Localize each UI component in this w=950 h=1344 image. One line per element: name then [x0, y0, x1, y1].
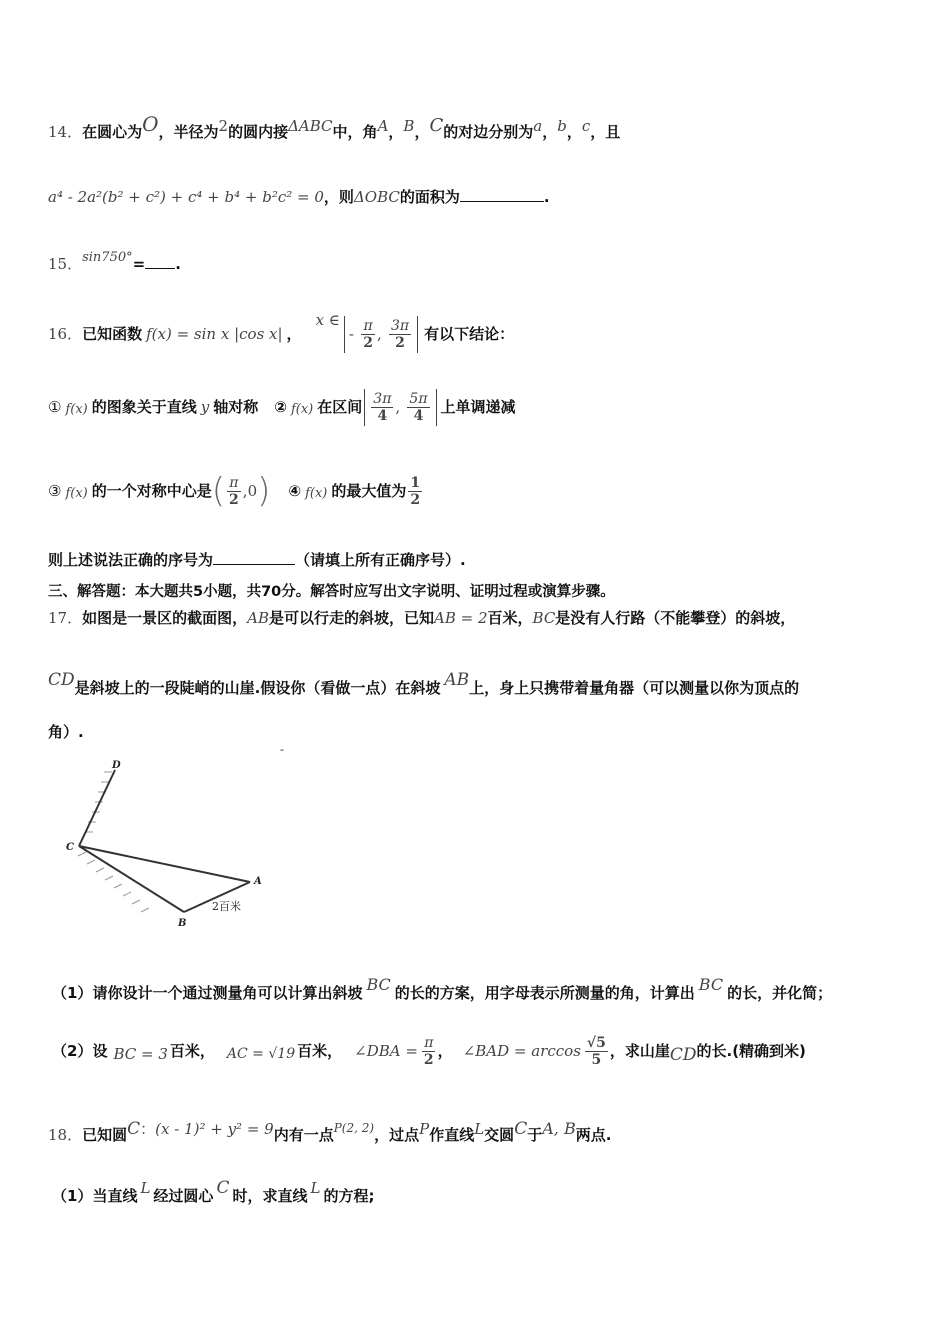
q16-conclusion: 则上述说法正确的序号为 （请填上所有正确序号）. [48, 551, 466, 569]
segment-CD [79, 770, 115, 846]
q16-function: f(x) = sin x |cos x| [146, 325, 283, 343]
q17-figure [60, 760, 280, 930]
segment-CB [79, 846, 184, 912]
segment-CA [79, 846, 250, 882]
q17-line-1: 17．如图是一景区的截面图，AB是可以行走的斜坡，已知AB = 2百米，BC是没有人行路（不能攀登）的斜坡， [48, 609, 796, 627]
q15-expression: sin750° [82, 250, 133, 265]
q18-circle-equation: (x - 1)² + y² = 9 [155, 1120, 274, 1138]
q14-number: 14． [48, 123, 83, 141]
q16-answer-blank[interactable] [213, 550, 295, 565]
q14-line-1: 14．在圆心为O，半径为2的圆内接ΔABC中，角A，B，C的对边分别为a，b，c，且 [48, 112, 621, 141]
q16-item2-interval: $\frac{3\pi}{4}$ , $\frac{5\pi}{4}$ [364, 389, 436, 426]
q16-line: 16． 已知函数 f(x) = sin x |cos x| ， x ∈ - $\frac{\pi}{2}$ , $\frac{3\pi}{2}$ 有以下结论： [48, 311, 515, 351]
q15-answer-blank[interactable] [145, 254, 175, 269]
q17-part-2: （2） 设 BC = 3 百米， AC = √19 百米， ∠DBA = $\frac{\pi}{2}$ ， ∠BAD = arccos $\frac{√5}{5}$ ，求山崖 CD 的长.(精确到米) [52, 1034, 806, 1068]
q16-item3-point: ( $\frac{\pi}{2}$ , 0 ) [211, 471, 271, 511]
label-C: C [66, 842, 74, 853]
label-B: B [178, 918, 187, 929]
q14-answer-blank[interactable] [460, 187, 544, 202]
q16-items-1-2: ① f(x) 的图象关于直线 y 轴对称 ② f(x) 在区间 $\frac{3\pi}{4}$ , $\frac{5\pi}{4}$ 上单调递减 [48, 390, 516, 424]
q16-items-3-4: ③ f(x) 的一个对称中心是 ( $\frac{\pi}{2}$ , 0 ) ④ f(x) 的最大值为 $\frac{1}{2}$ [48, 471, 421, 511]
q14-equation: a⁴ - 2a²(b² + c²) + c⁴ + b⁴ + b²c² = 0 [48, 188, 324, 206]
q18-part-1: （1）当直线 L 经过圆心 C 时，求直线 L 的方程; [52, 1178, 375, 1205]
q17-line-3: 角）. [48, 723, 84, 741]
label-A: A [254, 876, 262, 887]
slope-hatching [78, 772, 149, 912]
q16-interval: - $\frac{\pi}{2}$ , $\frac{3\pi}{2}$ [344, 316, 418, 353]
q17-part-1: （1）请你设计一个通过测量角可以计算出斜坡 BC 的长的方案，用字母表示所测量的角，计算出 BC 的长，并化简； [52, 975, 833, 1002]
q15-line: 15．sin750°= . [48, 250, 181, 273]
q18-line-1: 18．已知圆C：(x - 1)² + y² = 9内有一点$^{P(2, 2)}$，过点P作直线L交圆C于A, B两点. [48, 1119, 612, 1144]
label-D: D [112, 760, 121, 771]
q17-line-2: CD是斜坡上的一段陡峭的山崖.假设你（看做一点）在斜坡 AB上，身上只携带着量角器（可以测量以你为顶点的 [48, 670, 800, 697]
label-AB-length: 2百米 [212, 900, 241, 913]
stray-dash: - [280, 743, 284, 756]
section-3-heading: 三、解答题：本大题共5小题，共70分。解答时应写出文字说明、证明过程或演算步骤。 [48, 584, 615, 600]
q14-line-2: a⁴ - 2a²(b² + c²) + c⁴ + b⁴ + b²c² = 0，则ΔOBC的面积为 . [48, 188, 550, 206]
